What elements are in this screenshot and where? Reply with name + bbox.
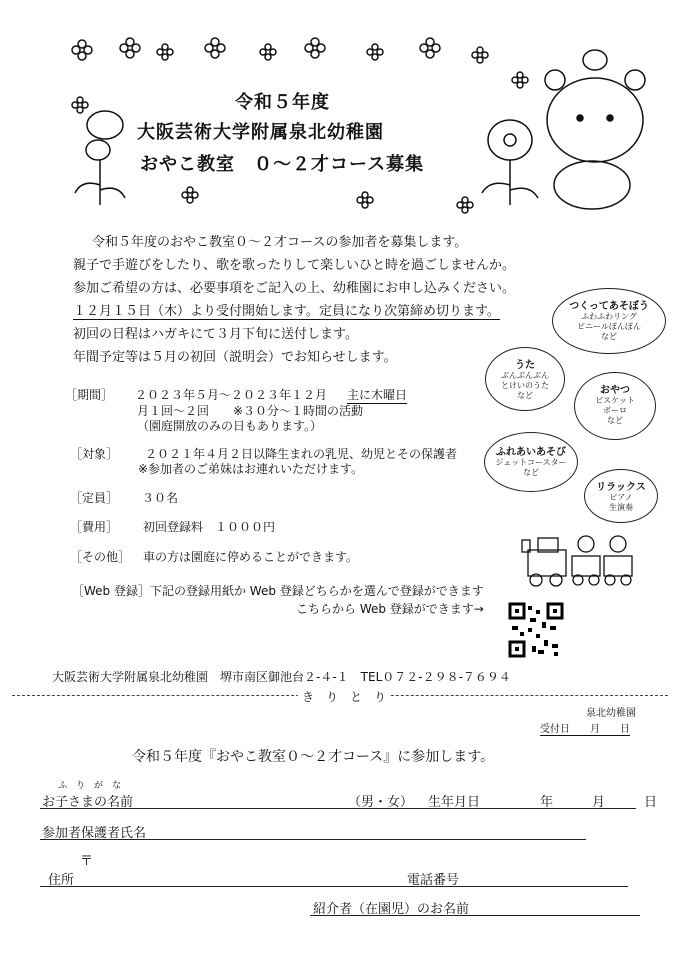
activity-cloud-crafts: つくってあそぼう ふわふわリング ビニールぽんぽん など <box>552 288 666 354</box>
web-registration-link-text: こちらから Web 登録ができます→ <box>296 602 484 616</box>
activity-cloud-relax: リラックス ピアノ 生演奏 <box>584 469 658 523</box>
period-note: 主に木曜日 <box>347 388 408 402</box>
intro-line: 初回の日程はハガキにて３月下旬に送付します。 <box>73 327 358 342</box>
period-value: ２０２３年５月～２０２３年１２月 <box>135 388 328 402</box>
target-note: ※参加者のご弟妹はお連れいただけます。 <box>138 462 364 476</box>
address-label: 住所 <box>48 873 75 888</box>
child-name-label: お子さまの名前 <box>42 795 134 810</box>
intro-line: 令和５年度のおやこ教室０～２才コースの参加者を募集します。 <box>92 235 468 250</box>
period-sub: 月１回～２回 ※３０分～１時間の活動 <box>137 404 364 418</box>
child-name-field[interactable] <box>40 808 636 809</box>
birthdate-fields: 年 月 日 <box>540 795 658 810</box>
birthdate-label: 生年月日 <box>428 795 481 810</box>
footer-address: 大阪芸術大学附属泉北幼稚園 堺市南区御池台２-４-１ TEL０７２-２９８-７６９４ <box>52 670 511 684</box>
guardian-name-label: 参加者保護者氏名 <box>42 826 147 841</box>
flower-decorations <box>0 0 681 220</box>
form-school: 泉北幼稚園 <box>586 708 636 719</box>
intro-line-emphasis: １２月１５日（木）より受付開始します。定員になり次第締め切ります。 <box>73 300 500 320</box>
other-label: ［その他］ <box>70 550 131 564</box>
fee-value: 初回登録料 １０００円 <box>143 520 276 534</box>
period-sub: （園庭開放のみの日もあります。） <box>137 419 323 433</box>
title-school: 大阪芸術大学附属泉北幼稚園 <box>137 122 384 143</box>
activity-cloud-songs: うた ぶんぶんぶん とけいのうた など <box>485 347 565 411</box>
form-received-date: 受付日 月 日 <box>540 720 630 736</box>
title-course: おやこ教室 ０～２才コース募集 <box>140 154 425 175</box>
period-label: ［期間］ <box>65 388 114 402</box>
guardian-name-field[interactable] <box>40 839 586 840</box>
fee-label: ［費用］ <box>70 520 119 534</box>
capacity-label: ［定員］ <box>70 491 119 505</box>
furigana-label: ふ り が な <box>58 781 122 791</box>
target-value: ２０２１年４月２日以降生まれの乳児、幼児とその保護者 <box>145 447 458 461</box>
qr-code-icon[interactable] <box>508 602 564 658</box>
phone-label: 電話番号 <box>407 873 460 888</box>
web-registration-text: ［Web 登録］下記の登録用紙か Web 登録どちらかを選んで登録ができます <box>72 584 484 598</box>
title-year: 令和５年度 <box>235 92 330 113</box>
other-value: 車の方は園庭に停めることができます。 <box>143 550 359 564</box>
address-phone-field[interactable] <box>40 886 628 887</box>
activity-cloud-snacks: おやつ ビスケット ボーロ など <box>574 372 656 440</box>
referrer-field[interactable] <box>310 915 640 916</box>
capacity-value: ３０名 <box>142 491 179 505</box>
train-illustration <box>518 520 638 590</box>
postal-mark: 〒 <box>80 854 94 869</box>
activity-cloud-contact-play: ふれあいあそび ジェットコースター など <box>484 432 578 492</box>
intro-line: 年間予定等は５月の初回（説明会）でお知らせします。 <box>73 350 397 365</box>
referrer-label: 紹介者（在園児）のお名前 <box>313 902 470 917</box>
cut-label: き り と り <box>298 688 390 705</box>
gender-label: （男・女） <box>348 795 414 810</box>
target-label: ［対象］ <box>70 447 119 461</box>
form-heading: 令和５年度『おやこ教室０～２才コース』に参加します。 <box>132 749 495 765</box>
intro-line: 親子で手遊びをしたり、歌を歌ったりして楽しいひと時を過ごしませんか。 <box>73 258 516 273</box>
intro-line: 参加ご希望の方は、必要事項をご記入の上、幼稚園にお申し込みください。 <box>73 281 516 296</box>
